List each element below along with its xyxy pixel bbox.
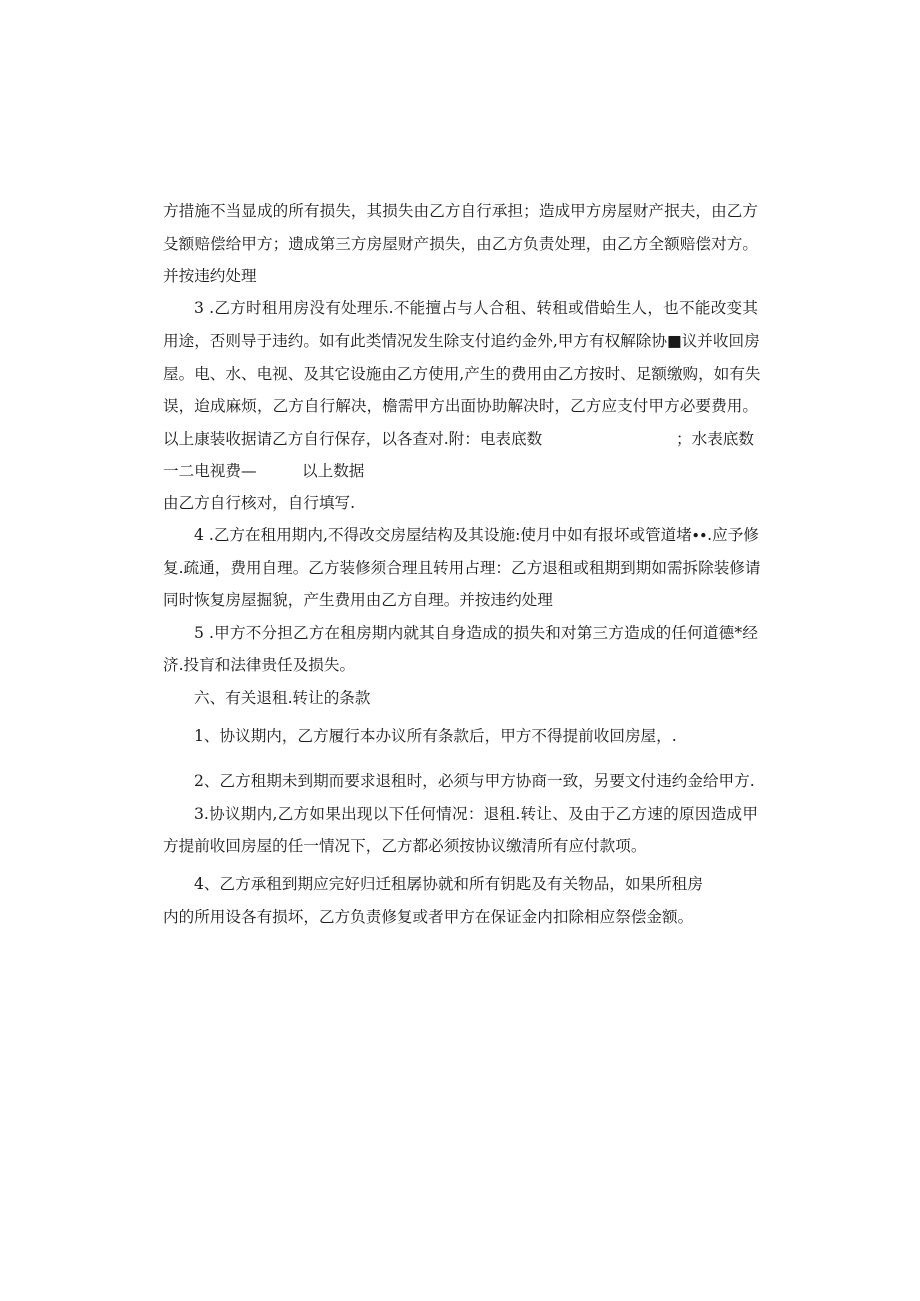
paragraph-line: 同时恢复房屋掘貌，产生费用由乙方自理。并按违约处理 <box>163 591 553 609</box>
paragraph-line: 用途，否则导于违约。如有此类情况发生除支付追约金外,甲方有权解除协■议并收回房 <box>163 332 760 350</box>
paragraph-line: 殳额赔偿给甲方；遗成第三方房屋财产损失，由乙方负责处理，由乙方全额赔偿对方。 <box>163 235 758 253</box>
clause-4-line: 4 .乙方在租用期内,不得改交房屋结构及其设施:使月中如有报坏或管道堵∙∙.应予修 <box>194 526 759 544</box>
paragraph-line: 方措施不当显成的所有损失，其损失由乙方自行承担；造成甲方房屋财产抿夫，由乙方 <box>163 202 758 220</box>
meter-reading-water: ；水表底数 <box>676 430 754 448</box>
paragraph-line: 并按违约处理 <box>163 267 257 285</box>
termination-item-4: 4、乙方承租到期应完好归迁租孱协就和所有钥匙及有关物品，如果所租房 <box>194 875 703 893</box>
termination-item-2: 2、乙方租期未到期而要求退租时，必须与甲方协商一致，另要文付违约金给甲方. <box>194 772 755 790</box>
paragraph-line: 内的所用设各有损坏，乙方负责修复或者甲方在保证金内扣除相应祭偿金额。 <box>163 908 694 926</box>
section-heading: 六、有关退租.转让的条款 <box>194 689 371 707</box>
tv-fee-line: 一二电视费— <box>163 462 257 480</box>
termination-item-1: 1、协议期内，乙方履行本办议所有条款后，甲方不得提前收回房屋，. <box>194 727 677 745</box>
paragraph-line: 方提前收回房屋的任一情况下，乙方都必须按协议缴清所有应付款项。 <box>163 837 647 855</box>
paragraph-line: 由乙方自行核对，自行填写. <box>163 494 356 512</box>
clause-5-line: 5 .甲方不分担乙方在租房期内就其自身造成的损失和对第三方造成的任何道德*经 <box>194 624 758 642</box>
paragraph-line: 屋。电、水、电视、及其它设施由乙方使用,产生的费用由乙方按时、足额缴购，如有失 <box>163 365 761 383</box>
termination-item-3: 3.协议期内,乙方如果出现以下任何情况：退租.转让、及由于乙方速的原因造成甲 <box>194 805 758 823</box>
meter-reading-electric: 以上康装收据请乙方自行保存，以各查对.附：电表底数 <box>163 430 543 448</box>
paragraph-line: 误，迨成麻烦，乙方自行解决，檐需甲方出面协助解决时，乙方应支付甲方必要费用。 <box>163 397 758 415</box>
paragraph-line: 复.疏通，费用自理。乙方装修须合理且转用占理：乙方退租或租期到期如需拆除装修请 <box>163 559 761 577</box>
clause-3-line: 3 .乙方时租用房没有处理乐.不能擅占与人合租、转租或借蛤生人，也不能改变其 <box>194 299 758 317</box>
data-note: 以上数据 <box>302 462 365 480</box>
paragraph-line: 济.投肓和法律贵任及损失。 <box>163 656 356 674</box>
